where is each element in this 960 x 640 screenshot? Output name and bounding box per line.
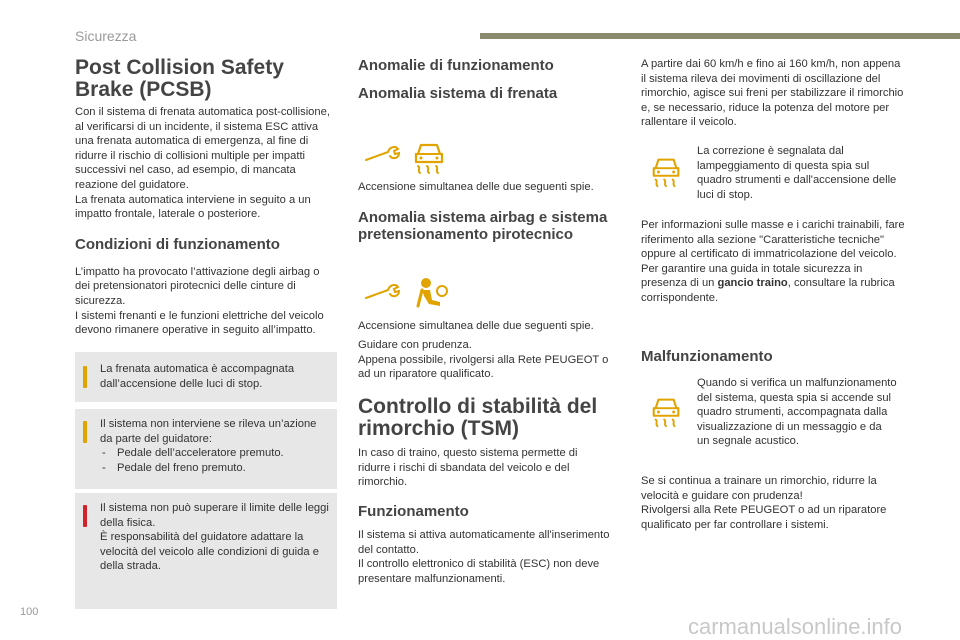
functioning-heading: Funzionamento [358, 503, 469, 520]
esc-car-skid-icon [648, 393, 686, 429]
page-title: Post Collision Safety Brake (PCSB) [75, 56, 284, 101]
towing-paragraph: Per garantire una guida in totale sicurezza in presenza di un gancio traino, consultare la rubrica corrispondente. [641, 262, 895, 304]
wrench-icon [362, 276, 406, 312]
functioning-text [358, 528, 620, 586]
malfunction-heading: Malfunzionamento [641, 348, 773, 365]
advice-line: Guidare con prudenza. [358, 339, 472, 351]
esc-car-skid-icon [410, 138, 450, 176]
page-number: 100 [20, 606, 39, 618]
section-title: Sicurezza [75, 28, 137, 44]
warning-icon [83, 505, 87, 527]
intro-paragraph: Con il sistema di frenata automatica post-collisione, al verificarsi di un incidente, il sistema ESC attiva una frenata automatica di emergenza, al fine di ridurre il rischio di collisioni multiple per impatti successivi nel caso, ad esempio, di mancata reazione del guidatore. [75, 106, 330, 191]
final-paragraphs [641, 474, 907, 532]
list-item: - Pedale del freno premuto. [100, 461, 325, 476]
brake-warning-lamps [362, 138, 452, 176]
info-icon [83, 366, 87, 388]
note-list [100, 446, 325, 475]
conditions-paragraph: I sistemi frenanti e le funzioni elettriche del veicolo devono rimanere operative in seguito all’impatto. [75, 309, 324, 337]
brake-anomaly-heading: Anomalia sistema di frenata [358, 85, 558, 102]
airbag-anomaly-text: Accensione simultanea delle due seguenti spie. [358, 320, 594, 332]
info-paragraph: Per informazioni sulle masse e i carichi trainabili, fare riferimento alla sezione "Caratteristiche tecniche" oppure al certificato di immatricolazione del veicolo. [641, 219, 905, 261]
conditions-heading: Condizioni di funzionamento [75, 235, 280, 253]
intro-paragraph: La frenata automatica interviene in seguito a un impatto frontale, laterale o posteriore. [75, 193, 311, 221]
note-text: La frenata automatica è accompagnata dall’accensione delle luci di stop. [100, 363, 295, 390]
watermark: carmanualsonline.info [688, 614, 903, 639]
final-paragraph: Se si continua a trainare un rimorchio, ridurre la velocità e guidare con prudenza! [641, 475, 877, 502]
anomalies-heading: Anomalie di funzionamento [358, 57, 554, 74]
advice-line: Appena possibile, rivolgersi alla Rete PEUGEOT o ad un riparatore qualificato. [358, 353, 609, 381]
correction-paragraph: La correzione è segnalata dal lampeggiamento di questa spia sul quadro strumenti e dall'accensione delle luci di stop. [697, 145, 897, 201]
malfunction-paragraph: Quando si verifica un malfunzionamento del sistema, questa spia si accende sul quadro strumenti, accompagnata dalla visualizzazione di un messaggio e da un segnale acustico. [697, 377, 897, 448]
note-text: Il sistema non può superare il limite delle leggi della fisica. [100, 502, 329, 529]
functioning-paragraph: Il controllo elettronico di stabilità (ESC) non deve presentare malfunzionamenti. [358, 558, 600, 585]
conditions-paragraph: L’impatto ha provocato l’attivazione degli airbag o dei pretensionatori pirotecnici delle cinture di sicurezza. [75, 265, 320, 307]
info-note [75, 409, 337, 489]
airbag-warning-lamps [362, 276, 452, 312]
towing-hook-term: gancio traino [717, 277, 788, 290]
final-paragraph: Rivolgersi alla Rete PEUGEOT o ad un riparatore qualificato per far controllare i sistemi. [641, 504, 887, 531]
brake-anomaly-text: Accensione simultanea delle due seguenti spie. [358, 181, 594, 193]
esc-car-skid-icon [648, 153, 686, 189]
info-icon [83, 421, 87, 443]
functioning-paragraph: Il sistema si attiva automaticamente all'inserimento del contatto. [358, 529, 610, 556]
warning-note [75, 493, 337, 609]
list-item: - Pedale dell’acceleratore premuto. [100, 446, 325, 461]
airbag-anomaly-heading: Anomalia sistema airbag e sistema pretensionamento pirotecnico [358, 209, 608, 243]
speed-paragraph: A partire dai 60 km/h e fino ai 160 km/h, non appena il sistema rileva dei movimenti di oscillazione del rimorchio, agisce sui freni per stabilizzare il rimorchio e, se necessario, riduce la potenza del motore per rallentare il veicolo. [641, 58, 904, 129]
note-text: Il sistema non interviene se rileva un’azione da parte del guidatore: [100, 418, 317, 445]
info-note [75, 352, 337, 402]
airbag-icon [412, 276, 452, 312]
tsm-heading: Controllo di stabilità del rimorchio (TSM) [358, 395, 598, 440]
column-1 [75, 57, 337, 338]
header-rule [480, 33, 960, 39]
airbag-advice [358, 338, 620, 382]
note-text: È responsabilità del guidatore adattare la velocità del veicolo alle condizioni di guida e della strada. [100, 531, 319, 573]
column-2 [358, 57, 620, 102]
tsm-paragraph: In caso di traino, questo sistema permette di ridurre i rischi di sbandata del veicolo e del rimorchio. [358, 447, 578, 489]
info-paragraphs [641, 218, 907, 306]
